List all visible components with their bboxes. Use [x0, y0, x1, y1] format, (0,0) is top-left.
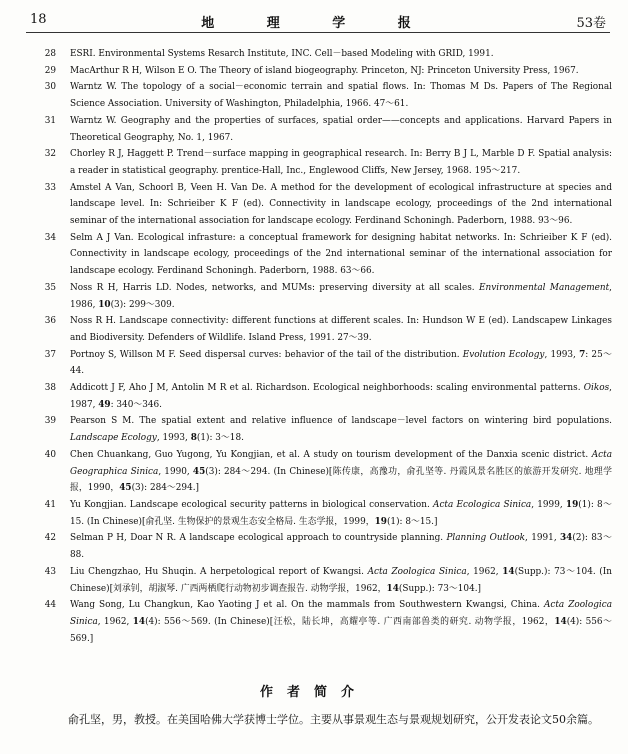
reference-segment: Warntz W. Geography and the properties of surfaces, spatial order——concepts and applications. Harvard Papers in Theoretical Geography, No. 1, 1967.	[70, 115, 612, 143]
reference-segment: (4): 556～569. (In Chinese)[汪松，陆长坤，高耀亭等. 广西南部兽类的研究. 动物学报，1962，	[145, 616, 555, 627]
page-number: 18	[30, 12, 47, 27]
reference-number: 29	[44, 65, 56, 76]
reference-item	[30, 113, 612, 146]
reference-number: 38	[44, 383, 56, 394]
reference-item	[30, 79, 612, 112]
volume-number: 14	[386, 583, 399, 594]
reference-segment: MacArthur R H, Wilson E O. The Theory of island biogeography. Princeton, NJ: Princeton University Press, 1967.	[70, 65, 579, 76]
reference-segment: , 1990,	[158, 466, 193, 477]
reference-item	[30, 564, 612, 597]
reference-segment: (1): 3～18.	[196, 433, 244, 444]
journal-name: Evolution Ecology	[462, 349, 545, 360]
reference-segment: , 1962,	[466, 566, 503, 577]
reference-number: 40	[44, 449, 56, 460]
reference-text	[70, 49, 494, 59]
author-bio-heading: 作者简介	[259, 685, 368, 700]
reference-text	[70, 116, 612, 143]
reference-number: 28	[44, 49, 56, 59]
reference-segment: , 1999,	[531, 499, 566, 510]
reference-segment: : 340～346.	[110, 399, 162, 410]
volume-number: 14	[132, 616, 146, 627]
reference-item	[30, 413, 612, 446]
reference-list	[30, 46, 612, 647]
reference-segment: Yu Kongjian. Landscape ecological security patterns in biological conservation.	[70, 499, 434, 510]
reference-item	[30, 63, 612, 80]
reference-number: 37	[44, 349, 56, 360]
volume-number: 14	[502, 566, 515, 577]
reference-text	[70, 283, 612, 310]
reference-segment: , 1993,	[156, 433, 191, 444]
reference-segment: Noss R H. Landscape connectivity: different functions at different scales. In: Hundson W E (ed). Landscapew Linkages and Biodiversity. Defenders of Wildlife. Island Press, 1991. 27～39.	[70, 316, 612, 343]
reference-segment: (Supp.): 73～104. (In Chinese)[刘承钊，胡淑琴. 广西两栖爬行动物初步调查报告. 动物学报，1962，	[70, 566, 612, 594]
reference-segment: Selm A J Van. Ecological infrasture: a conceptual framework for designing habitat networks. In: Schrieiber K F (ed). Connectivity in landscape ecology, proceedings of the 2nd international seminar of the international association for landscape ecology. Ferdinand Schoningh. Paderborn, 1988. 63～66.	[70, 232, 612, 277]
reference-number: 41	[44, 499, 56, 510]
reference-number: 43	[44, 566, 56, 577]
reference-segment: Addicott J F, Aho J M, Antolin M R et al. Richardson. Ecological neighborhoods: scaling environmental patterns.	[70, 383, 584, 394]
journal-name: Acta Ecologica Sinica	[433, 499, 532, 510]
volume-number: 7	[579, 349, 586, 360]
journal-title: 地 理 学 报	[201, 16, 435, 31]
journal-name: Oikos	[583, 383, 610, 394]
reference-item	[30, 146, 612, 179]
reference-item	[30, 230, 612, 280]
reference-segment: , 1986,	[70, 282, 612, 310]
reference-segment: Portnoy S, Willson M F. Seed dispersal curves: behavior of the tail of the distribution.	[70, 349, 463, 360]
reference-text	[70, 350, 612, 377]
reference-text	[70, 416, 612, 443]
reference-text	[70, 66, 579, 76]
reference-item	[30, 180, 612, 230]
reference-text	[70, 450, 612, 493]
reference-item	[30, 447, 612, 497]
reference-segment: Liu Chengzhao, Hu Shuqin. A herpetological report of Kwangsi.	[70, 566, 368, 577]
journal-name: Planning Outlook	[446, 533, 526, 544]
reference-number: 35	[44, 282, 56, 293]
reference-item	[30, 530, 612, 563]
reference-segment: Warntz W. The topology of a social－economic terrain and spatial flows. In: Thomas M Ds. Papers of The Regional Science Association. University of Washington, Philadelphia, 1966. 47～61.	[70, 82, 612, 110]
reference-segment: , 1987,	[70, 383, 612, 410]
reference-number: 31	[44, 115, 56, 126]
reference-text	[70, 600, 612, 643]
reference-item	[30, 497, 612, 530]
reference-segment: (1): 8～15.]	[386, 516, 438, 527]
reference-item	[30, 46, 612, 63]
reference-segment: Amstel A Van, Schoorl B, Veen H. Van De. A method for the development of ecological infrastructure at species and landscape level. In: Schrieiber K F (ed). Connectivity in landscape ecology, proceedings of the 2nd international seminar of the international association for landscape ecology. Ferdinand Schoningh. Paderborn, 1988. 93～96.	[70, 182, 612, 227]
journal-name: Landscape Ecology	[70, 433, 157, 444]
author-bio-text: 俞孔坚，男，教授。在美国哈佛大学获博士学位。主要从事景观生态与景观规划研究，公开发表论文50余篇。	[68, 713, 599, 726]
reference-text	[70, 316, 612, 343]
volume-number: 45	[119, 483, 132, 494]
reference-segment: : 25～44.	[70, 349, 612, 377]
reference-text	[70, 183, 612, 226]
reference-segment: , 1962,	[97, 616, 133, 627]
volume-number: 8	[190, 433, 197, 444]
reference-number: 44	[44, 600, 56, 611]
reference-segment: (Supp.): 73～104.]	[398, 583, 482, 594]
reference-item	[30, 347, 612, 380]
reference-segment: Chorley R J, Haggett P. Trend－surface mapping in geographical research. In: Berry B J L, Marble D F. Spatial analysis: a reader in statistical geography. prentice-Hall, Inc., Englewood Cliffs, New Jersey, 1968. 195～217.	[70, 149, 612, 176]
reference-segment: (3): 284～294. (In Chinese)[陈传康，高豫功，俞孔坚等. 丹霞风景名胜区的旅游开发研究. 地理学报，1990，	[70, 466, 613, 494]
reference-number: 33	[44, 182, 56, 193]
reference-segment: ESRI. Environmental Systems Resarch Institute, INC. Cell－based Modeling with GRID, 1991.	[70, 49, 494, 59]
reference-number: 36	[44, 316, 56, 327]
journal-name: Acta Zoologica Sinica	[70, 600, 613, 627]
volume-number: 19	[374, 516, 387, 527]
reference-segment: Chen Chuankang, Guo Yugong, Yu Kongjian, et al. A study on tourism development of the Danxia scenic district.	[70, 449, 592, 460]
reference-segment: (4): 556～569.]	[70, 616, 613, 644]
reference-number: 39	[44, 416, 56, 427]
reference-text	[70, 82, 612, 109]
volume-label: 53卷	[576, 16, 606, 31]
reference-item	[30, 597, 612, 647]
volume-number: 19	[565, 499, 579, 510]
volume-number: 49	[98, 399, 111, 410]
reference-text	[70, 383, 612, 410]
reference-segment: , 1991,	[525, 533, 560, 544]
reference-segment: Selman P H, Doar N R. A landscape ecological approach to countryside planning.	[70, 533, 447, 544]
reference-item	[30, 380, 612, 413]
reference-number: 32	[44, 149, 56, 160]
volume-number: 45	[192, 466, 206, 477]
reference-segment: Noss R H, Harris LD. Nodes, networks, and MUMs: preserving diversity at all scales.	[70, 282, 480, 293]
reference-segment: , 1993,	[544, 349, 580, 360]
reference-number: 34	[44, 232, 56, 243]
reference-item	[30, 280, 612, 313]
reference-item	[30, 313, 612, 346]
reference-text	[70, 500, 612, 527]
volume-number: 14	[554, 616, 567, 627]
running-header	[26, 10, 610, 33]
journal-name: Environmental Management	[479, 282, 610, 293]
journal-name: Acta Geographica Sinica	[70, 449, 612, 477]
reference-segment: (3): 299～309.	[110, 299, 175, 310]
reference-segment: (1): 8～15. (In Chinese)[俞孔坚. 生物保护的景观生态安全格局. 生态学报，1999，	[70, 499, 612, 527]
reference-text	[70, 149, 612, 176]
volume-number: 34	[560, 533, 573, 544]
reference-text	[70, 567, 612, 594]
reference-number: 42	[44, 533, 56, 544]
reference-text	[70, 533, 612, 560]
reference-text	[70, 233, 612, 276]
reference-segment: Pearson S M. The spatial extent and relative influence of landscape－level factors on wintering bird populations.	[70, 416, 612, 427]
reference-segment: (2): 83～88.	[70, 533, 612, 561]
reference-segment: (3): 284～294.]	[131, 483, 199, 494]
volume-number: 10	[98, 299, 111, 310]
reference-number: 30	[44, 82, 56, 93]
reference-segment: Wang Song, Lu Changkun, Kao Yaoting J et al. On the mammals from Southwestern Kwangsi, China.	[70, 600, 544, 611]
journal-name: Acta Zoologica Sinica	[367, 566, 467, 577]
